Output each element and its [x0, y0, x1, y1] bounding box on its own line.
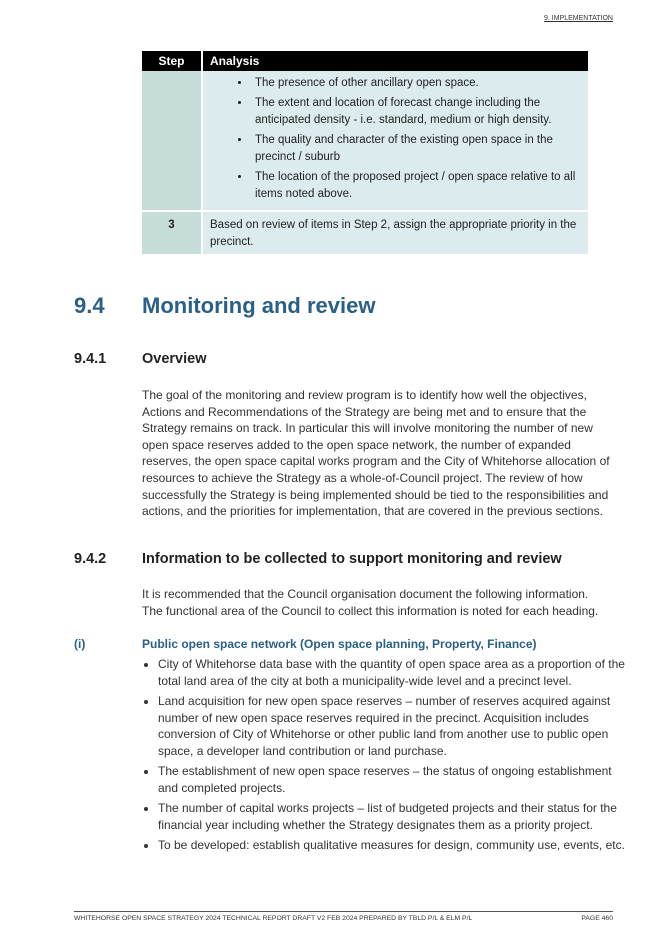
information-paragraph: It is recommended that the Council organisation document the following information. The functional area of the Council to collect this information is noted for each heading. [142, 587, 599, 618]
overview-paragraph: The goal of the monitoring and review program is to identify how well the objectives, Actions and Recommendations of the Strategy are being met and to ensure that the Strategy remains on track. In particular this will involve monitoring the number of new open space reserves added to the open space network, the number of expanded reserves, the open space capital works program and the City of Whitehorse allocation of resources to achieve the Strategy as a whole-of-Council project. The review of how successfully the Strategy is being implemented should be tied to the responsibilities and actions, and the priorities for implementation, that are covered in the previous sections. [142, 388, 610, 519]
analysis-bullet-list [209, 75, 582, 203]
list-item: • The establishment of new open space reserves – the status of ongoing establishment and completed projects. [158, 763, 630, 796]
footer-document-info: WHITEHORSE OPEN SPACE STRATEGY 2024 TECHNICAL REPORT DRAFT V2 FEB 2024 PREPARED BY TBLD P/L & ELM P/L [74, 915, 473, 922]
table-header-row [142, 51, 588, 71]
step-cell: 3 [142, 210, 203, 254]
list-item: • City of Whitehorse data base with the quantity of open space area as a proportion of the total land area of the city at both a municipality-wide level and a precinct level. [158, 656, 630, 689]
open-space-network-list [142, 656, 630, 858]
table-row [142, 71, 588, 210]
subsection-number: 9.4.1 [74, 351, 107, 367]
section-title: Monitoring and review [142, 293, 376, 318]
page-number: PAGE 460 [581, 915, 613, 922]
list-item: • Land acquisition for new open space reserves – number of reserves acquired against number of new open space reserves required in the precinct. Acquisition includes conversion of City of Whitehorse or other public land from another use to public open space, a developer land contribution or land purchase. [158, 693, 630, 759]
running-header: 9. IMPLEMENTATION [544, 15, 613, 22]
list-item: • The location of the proposed project / open space relative to all items noted above. [251, 169, 582, 203]
subsection-title: Overview [142, 351, 207, 367]
column-header-step: Step [142, 51, 203, 71]
list-item: • The extent and location of forecast change including the anticipated density - i.e. standard, medium or high density. [251, 95, 582, 129]
list-item: • The quality and character of the existing open space in the precinct / suburb [251, 132, 582, 166]
subsection-title: Information to be collected to support monitoring and review [142, 551, 562, 567]
list-item: • The number of capital works projects – list of budgeted projects and their status for the financial year including whether the Strategy designates them as a priority project. [158, 800, 630, 833]
list-item: • To be developed: establish qualitative measures for design, community use, events, etc. [158, 837, 630, 854]
item-heading: Public open space network (Open space planning, Property, Finance) [142, 637, 537, 651]
section-number: 9.4 [74, 293, 105, 318]
analysis-steps-table [142, 51, 588, 254]
table-row [142, 210, 588, 254]
item-number: (i) [74, 637, 86, 651]
analysis-cell [203, 71, 588, 210]
column-header-analysis: Analysis [203, 51, 588, 71]
analysis-cell: Based on review of items in Step 2, assign the appropriate priority in the precinct. [203, 210, 588, 254]
list-item: • The presence of other ancillary open space. [251, 75, 582, 92]
step-cell [142, 71, 203, 210]
subsection-number: 9.4.2 [74, 551, 107, 567]
footer-divider [74, 911, 613, 912]
